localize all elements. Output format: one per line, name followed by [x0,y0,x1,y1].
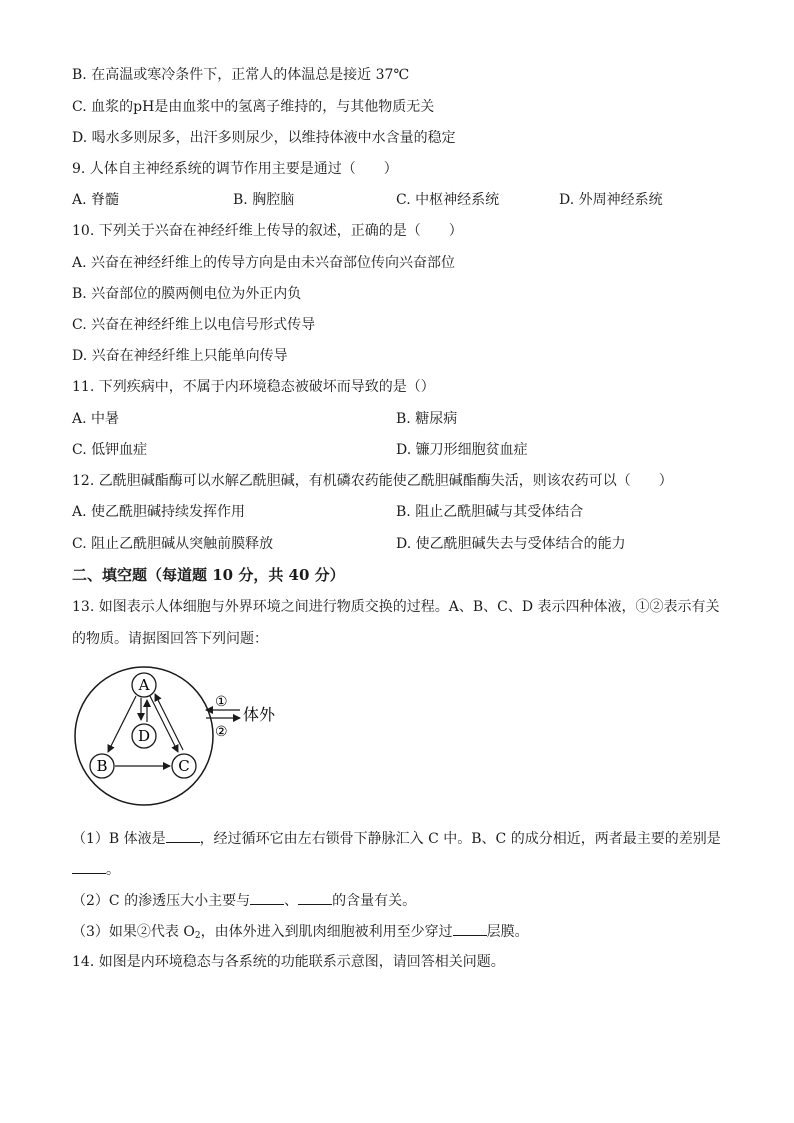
q9-option-d: D. 外周神经系统 [559,192,663,208]
arrow-a-to-c [150,696,178,752]
q9-stem: 9. 人体自主神经系统的调节作用主要是通过（ ） [72,161,398,177]
q11-stem: 11. 下列疾病中，不属于内环境稳态被破坏而导致的是（） [72,379,435,395]
body-fluid-diagram [70,660,300,810]
answer-blank-5[interactable] [453,921,487,936]
q8-option-d: D. 喝水多则尿多，出汗多则尿少，以维持体液中水含量的稳定 [72,130,456,146]
answer-blank-2[interactable] [72,859,106,874]
q11-option-d: D. 镰刀形细胞贫血症 [396,442,528,458]
q9-option-b: B. 胸腔脑 [233,192,295,208]
q13-part3: （3）如果②代表 $O_2$，由体外进入到肌肉细胞被利用至少穿过 层膜。 [72,921,529,945]
mark-2: ② [215,724,228,740]
q13-part2: （2）C 的渗透压大小主要与 、 的含量有关。 [72,890,416,910]
q11-option-a: A. 中暑 [72,411,120,427]
q10-stem: 10. 下列关于兴奋在神经纤维上传导的叙述，正确的是（ ） [72,223,463,239]
node-b-label: B [96,757,108,775]
q10-option-c: C. 兴奋在神经纤维上以电信号形式传导 [72,317,316,333]
q12-option-d: D. 使乙酰胆碱失去与受体结合的能力 [396,536,626,552]
node-d-label: D [137,727,151,745]
answer-blank-3[interactable] [250,890,284,905]
arrow-c-to-a [155,694,183,750]
q13-part1-line2: 。 [72,859,120,879]
q11-option-c: C. 低钾血症 [72,442,148,458]
arrow-a-to-b [108,696,136,752]
q10-option-d: D. 兴奋在神经纤维上只能单向传导 [72,348,288,364]
answer-blank-4[interactable] [298,890,332,905]
section-heading: 二、填空题（每道题 10 分，共 40 分） [72,566,345,584]
q11-option-b: B. 糖尿病 [396,411,458,427]
q10-option-b: B. 兴奋部位的膜两侧电位为外正内负 [72,286,302,302]
q13-stem-line2: 的物质。请据图回答下列问题： [72,631,268,647]
q8-option-c: C. 血浆的pH是由血浆中的氢离子维持的，与其他物质无关 [72,99,435,115]
q10-option-a: A. 兴奋在神经纤维上的传导方向是由未兴奋部位传向兴奋部位 [72,255,456,271]
outside-label: 体外 [243,705,276,724]
mark-1: ① [215,694,228,710]
q9-option-c: C. 中枢神经系统 [396,192,500,208]
node-c-label: C [178,757,190,775]
q13-stem-line1: 13. 如图表示人体细胞与外界环境之间进行物质交换的过程。A、B、C、D 表示四种体液，①②表示有关 [72,599,720,615]
q12-option-b: B. 阻止乙酰胆碱与其受体结合 [396,504,584,520]
q13-part1-line1: （1）B 体液是 ，经过循环它由左右锁骨下静脉汇入 C 中。B、C 的成分相近，两者最主要的差别是 [72,828,721,848]
q9-option-a: A. 脊髓 [72,192,120,208]
answer-blank-1[interactable] [166,828,200,843]
node-a-label: A [138,676,150,694]
q14-stem: 14. 如图是内环境稳态与各系统的功能联系示意图，请回答相关问题。 [72,954,505,970]
q12-stem: 12. 乙酰胆碱酯酶可以水解乙酰胆碱，有机磷农药能使乙酰胆碱酯酶失活，则该农药可以（ ） [72,473,673,489]
q12-option-c: C. 阻止乙酰胆碱从突触前膜释放 [72,536,274,552]
q8-option-b: B. 在高温或寒冷条件下，正常人的体温总是接近 37℃ [72,67,410,83]
q12-option-a: A. 使乙酰胆碱持续发挥作用 [72,504,246,520]
